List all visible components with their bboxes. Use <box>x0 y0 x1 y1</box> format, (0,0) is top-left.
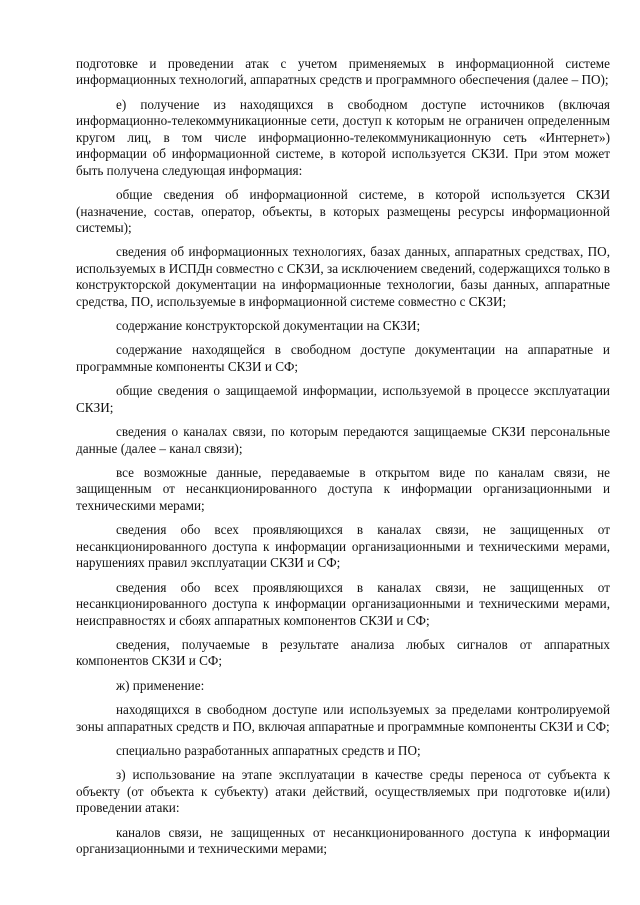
paragraph-faults: сведения обо всех проявляющихся в каналах связи, не защищенных от несанкционированного доступа к информации организационными и техническими мерами, неисправностях и сбоях аппаратных компонентов СКЗИ и СФ; <box>76 579 610 628</box>
paragraph-attack-preparation: подготовке и проведении атак с учетом применяемых в информационной системе информационных технологий, аппаратных средств и программного обеспечения (далее – ПО); <box>76 56 610 88</box>
paragraph-design-docs: содержание конструкторской документации на СКЗИ; <box>116 318 421 334</box>
paragraph-signal-analysis: сведения, получаемые в результате анализа любых сигналов от аппаратных компонентов СКЗИ и СФ; <box>76 636 610 669</box>
paragraph-item-zh: ж) применение: <box>116 677 205 693</box>
paragraph-protected-info: общие сведения о защищаемой информации, используемой в процессе эксплуатации СКЗИ; <box>76 383 610 415</box>
paragraph-public-hardware: находящихся в свободном доступе или используемых за пределами контролируемой зоны аппаратных средств и ПО, включая аппаратные и программные компоненты СКЗИ и СФ; <box>76 702 610 734</box>
paragraph-unprotected-channels: каналов связи, не защищенных от несанкционированного доступа к информации организационными и техническими мерами; <box>76 824 610 857</box>
paragraph-special-hardware: специально разработанных аппаратных средств и ПО; <box>116 742 421 758</box>
document-body <box>76 56 610 866</box>
paragraph-technologies-info: сведения об информационных технологиях, базах данных, аппаратных средствах, ПО, используемых в ИСПДн совместно с СКЗИ, за исключением сведений, содержащихся только в конструкторской документации на информационные технологии, базы данных, аппаратные средства, ПО, используемые в информационной системе совместно с СКЗИ; <box>76 244 611 309</box>
paragraph-public-docs: содержание находящейся в свободном доступе документации на аппаратные и программные компоненты СКЗИ и СФ; <box>76 342 610 374</box>
paragraph-general-info: общие сведения об информационной системе, в которой используется СКЗИ (назначение, состав, оператор, объекты, в которых размещены ресурсы информационной системы); <box>76 187 610 235</box>
paragraph-item-e: е) получение из находящихся в свободном доступе источников (включая информационно-телекоммуникационные сети, доступ к которым не ограничен определенным кругом лиц, в том числе информационно-телекоммуникационную сеть «Интернет») информации об информационной системе, в которой используется СКЗИ. При этом может быть получена следующая информация: <box>76 96 610 178</box>
paragraph-open-data: все возможные данные, передаваемые в открытом виде по каналам связи, не защищенным от несанкционированного доступа к информации организационными и техническими мерами; <box>76 465 610 513</box>
paragraph-item-z: з) использование на этапе эксплуатации в качестве среды переноса от субъекта к объекту (от объекта к субъекту) атаки действий, осуществляемых при подготовке и(или) проведении атаки: <box>76 767 610 816</box>
paragraph-rule-violations: сведения обо всех проявляющихся в каналах связи, не защищенных от несанкционированного доступа к информации организационными и техническими мерами, нарушениях правил эксплуатации СКЗИ и СФ; <box>76 522 610 571</box>
paragraph-channels-info: сведения о каналах связи, по которым передаются защищаемые СКЗИ персональные данные (далее – канал связи); <box>76 424 610 456</box>
